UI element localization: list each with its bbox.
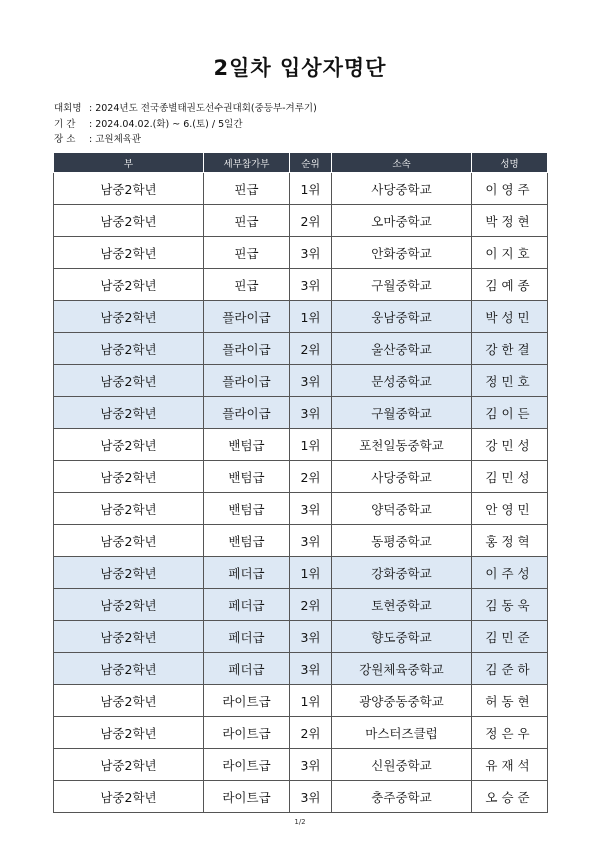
cell-name: 홍정혁 (472, 525, 548, 557)
cell-name: 오승준 (472, 781, 548, 813)
cell-school: 웅남중학교 (332, 301, 472, 333)
cell-weight-class: 플라이급 (204, 397, 290, 429)
cell-division: 남중2학년 (54, 205, 204, 237)
table-row (54, 301, 548, 333)
table-body (54, 173, 548, 813)
cell-division: 남중2학년 (54, 493, 204, 525)
cell-rank: 3위 (290, 237, 332, 269)
cell-rank: 2위 (290, 717, 332, 749)
cell-rank: 3위 (290, 781, 332, 813)
cell-division: 남중2학년 (54, 781, 204, 813)
cell-school: 사당중학교 (332, 461, 472, 493)
cell-division: 남중2학년 (54, 333, 204, 365)
cell-school: 동평중학교 (332, 525, 472, 557)
cell-rank: 2위 (290, 205, 332, 237)
info-value: : 2024.04.02.(화) ~ 6.(토) / 5일간 (89, 118, 243, 130)
cell-school: 안화중학교 (332, 237, 472, 269)
cell-school: 향도중학교 (332, 621, 472, 653)
cell-division: 남중2학년 (54, 269, 204, 301)
cell-name: 허동현 (472, 685, 548, 717)
cell-name: 강한결 (472, 333, 548, 365)
table-row (54, 493, 548, 525)
table-row (54, 205, 548, 237)
cell-rank: 1위 (290, 173, 332, 205)
cell-rank: 3위 (290, 525, 332, 557)
table-row (54, 269, 548, 301)
cell-weight-class: 밴텀급 (204, 525, 290, 557)
info-key: 장 소 (54, 134, 76, 145)
cell-weight-class: 플라이급 (204, 301, 290, 333)
cell-division: 남중2학년 (54, 621, 204, 653)
cell-division: 남중2학년 (54, 429, 204, 461)
table-row (54, 429, 548, 461)
table-row (54, 333, 548, 365)
cell-weight-class: 라이트급 (204, 781, 290, 813)
cell-name: 안영민 (472, 493, 548, 525)
cell-school: 토현중학교 (332, 589, 472, 621)
cell-school: 울산중학교 (332, 333, 472, 365)
cell-school: 구월중학교 (332, 269, 472, 301)
cell-rank: 3위 (290, 269, 332, 301)
cell-school: 충주중학교 (332, 781, 472, 813)
cell-division: 남중2학년 (54, 749, 204, 781)
cell-rank: 2위 (290, 589, 332, 621)
cell-weight-class: 핀급 (204, 237, 290, 269)
cell-weight-class: 라이트급 (204, 749, 290, 781)
table-row (54, 173, 548, 205)
cell-division: 남중2학년 (54, 589, 204, 621)
cell-division: 남중2학년 (54, 557, 204, 589)
table-row (54, 397, 548, 429)
cell-rank: 1위 (290, 685, 332, 717)
cell-name: 김동욱 (472, 589, 548, 621)
cell-rank: 3위 (290, 653, 332, 685)
cell-division: 남중2학년 (54, 685, 204, 717)
cell-weight-class: 페더급 (204, 621, 290, 653)
cell-division: 남중2학년 (54, 717, 204, 749)
cell-school: 문성중학교 (332, 365, 472, 397)
info-value: : 2024년도 전국종별태권도선수권대회(중등부-겨루기) (89, 103, 317, 114)
page-title: 2일차 입상자명단 (213, 56, 387, 80)
cell-division: 남중2학년 (54, 525, 204, 557)
cell-weight-class: 페더급 (204, 653, 290, 685)
cell-name: 정은우 (472, 717, 548, 749)
cell-name: 박성민 (472, 301, 548, 333)
cell-rank: 2위 (290, 461, 332, 493)
header-rank: 순위 (290, 153, 332, 173)
cell-name: 김예종 (472, 269, 548, 301)
cell-rank: 3위 (290, 365, 332, 397)
info-value: : 고원체육관 (89, 134, 142, 145)
cell-school: 포천일동중학교 (332, 429, 472, 461)
header-division: 부 (54, 153, 204, 173)
cell-rank: 3위 (290, 493, 332, 525)
page-number: 1/2 (294, 818, 306, 826)
header-school: 소속 (332, 153, 472, 173)
results-table (53, 152, 548, 813)
cell-weight-class: 라이트급 (204, 717, 290, 749)
cell-weight-class: 핀급 (204, 269, 290, 301)
cell-rank: 2위 (290, 333, 332, 365)
header-weight-class: 세부참가부 (204, 153, 290, 173)
cell-name: 이영주 (472, 173, 548, 205)
cell-weight-class: 밴텀급 (204, 493, 290, 525)
cell-name: 박정현 (472, 205, 548, 237)
cell-name: 이주성 (472, 557, 548, 589)
cell-school: 양덕중학교 (332, 493, 472, 525)
info-row-event (54, 101, 317, 117)
cell-school: 구월중학교 (332, 397, 472, 429)
cell-name: 정민호 (472, 365, 548, 397)
info-row-venue (54, 132, 317, 148)
table-row (54, 525, 548, 557)
table-row (54, 717, 548, 749)
info-key: 대회명 (54, 103, 82, 114)
cell-school: 사당중학교 (332, 173, 472, 205)
cell-name: 이지호 (472, 237, 548, 269)
cell-name: 김준하 (472, 653, 548, 685)
cell-weight-class: 페더급 (204, 557, 290, 589)
cell-division: 남중2학년 (54, 461, 204, 493)
cell-name: 강민성 (472, 429, 548, 461)
info-key: 기 간 (54, 118, 76, 130)
table-row (54, 781, 548, 813)
cell-school: 마스터즈클럽 (332, 717, 472, 749)
cell-rank: 1위 (290, 429, 332, 461)
cell-school: 신원중학교 (332, 749, 472, 781)
cell-weight-class: 플라이급 (204, 365, 290, 397)
event-info (54, 101, 317, 148)
cell-school: 광양중동중학교 (332, 685, 472, 717)
cell-division: 남중2학년 (54, 173, 204, 205)
cell-name: 김민준 (472, 621, 548, 653)
cell-weight-class: 밴텀급 (204, 429, 290, 461)
cell-rank: 1위 (290, 301, 332, 333)
table-row (54, 621, 548, 653)
cell-rank: 3위 (290, 621, 332, 653)
cell-rank: 3위 (290, 397, 332, 429)
cell-rank: 3위 (290, 749, 332, 781)
cell-school: 강화중학교 (332, 557, 472, 589)
table-row (54, 365, 548, 397)
cell-weight-class: 핀급 (204, 205, 290, 237)
cell-division: 남중2학년 (54, 653, 204, 685)
table-row (54, 557, 548, 589)
table-row (54, 237, 548, 269)
cell-rank: 1위 (290, 557, 332, 589)
cell-name: 김민성 (472, 461, 548, 493)
table-row (54, 461, 548, 493)
header-name: 성명 (472, 153, 548, 173)
cell-name: 유재석 (472, 749, 548, 781)
cell-weight-class: 핀급 (204, 173, 290, 205)
table-row (54, 685, 548, 717)
cell-division: 남중2학년 (54, 397, 204, 429)
cell-school: 오마중학교 (332, 205, 472, 237)
table-header-row (54, 153, 548, 173)
cell-weight-class: 페더급 (204, 589, 290, 621)
cell-division: 남중2학년 (54, 365, 204, 397)
cell-weight-class: 플라이급 (204, 333, 290, 365)
table-row (54, 749, 548, 781)
cell-school: 강원체육중학교 (332, 653, 472, 685)
cell-division: 남중2학년 (54, 301, 204, 333)
cell-name: 김이든 (472, 397, 548, 429)
cell-weight-class: 라이트급 (204, 685, 290, 717)
cell-division: 남중2학년 (54, 237, 204, 269)
table-row (54, 589, 548, 621)
info-row-period (54, 117, 317, 133)
table-row (54, 653, 548, 685)
cell-weight-class: 밴텀급 (204, 461, 290, 493)
